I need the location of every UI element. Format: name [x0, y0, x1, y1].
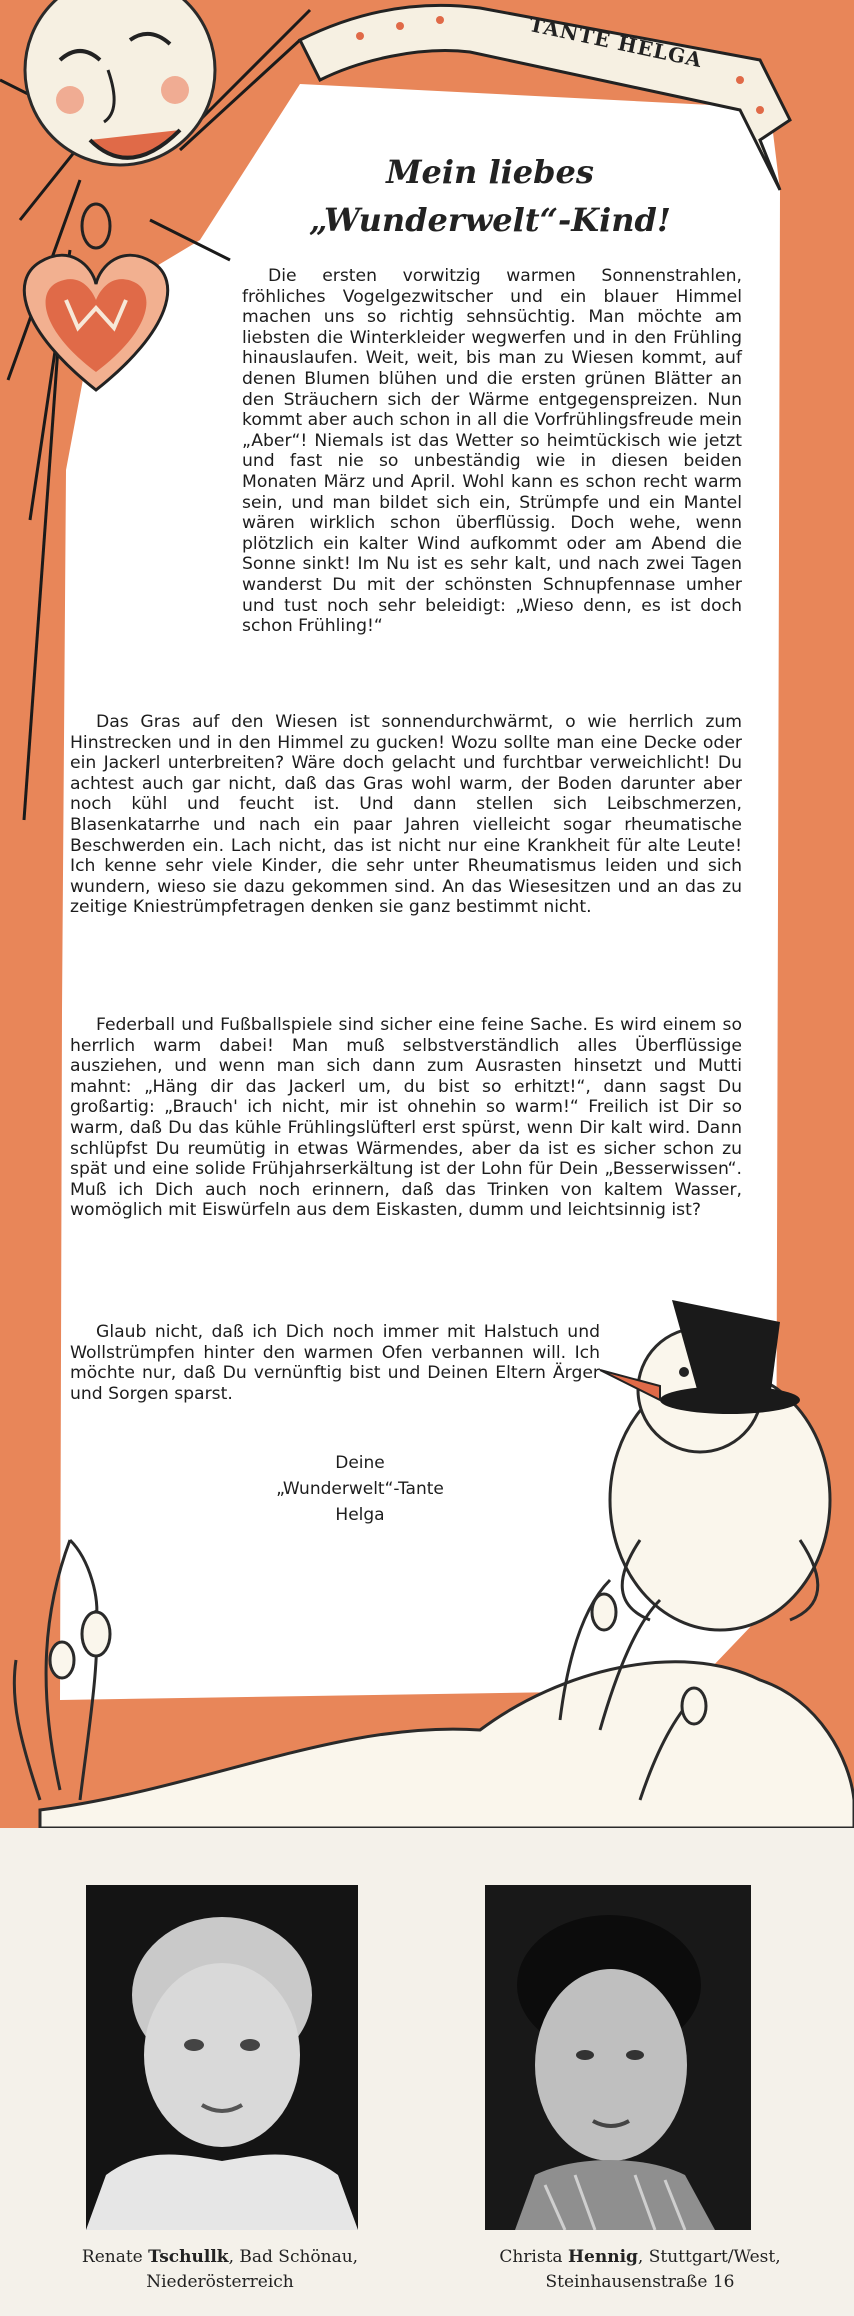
caption-christa [430, 2245, 850, 2295]
ribbon-label: TANTE HELGA [527, 12, 705, 73]
letter-signature [240, 1450, 480, 1528]
title-line-1: Mein liebes [386, 153, 594, 191]
paragraph-2: Das Gras auf den Wiesen ist sonnendurchwärmt, o wie herrlich zum Hinstrecken und in den Himmel zu gucken! Wozu sollte man eine Decke oder ein Jackerl unterbreiten? Wäre doch gelacht und furchtbar verweichlicht! Du achtest auch gar nicht, daß das Gras wohl warm, der Boden darunter aber noch kühl und feucht ist. Und dann stellen sich Leibschmerzen, Blasenkatarrhe und nach ein paar Jahren vielleicht sogar rheumatische Beschwerden ein. Lach nicht, das ist nicht nur eine Krankheit für alte Leute! Ich kenne sehr viele Kinder, die sehr unter Rheumatismus leiden und sich wundern, wieso sie dazu gekommen sind. An das Wiesesitzen und an das zu zeitige Kniestrümpfetragen denken sie ganz bestimmt nicht. [70, 712, 742, 918]
sun-illustration [25, 0, 215, 165]
title-line-2: „Wunderwelt“-Kind! [309, 201, 671, 239]
caption-first-name: Christa [499, 2247, 568, 2267]
caption-place: , Bad Schönau, [228, 2247, 359, 2267]
signature-line-2: „Wunderwelt“-Tante [276, 1479, 444, 1499]
caption-place: , Stuttgart/West, [637, 2247, 781, 2267]
signature-line-1: Deine [335, 1453, 385, 1473]
caption-renate [20, 2245, 420, 2295]
caption-line-2: Niederösterreich [146, 2272, 294, 2292]
caption-first-name: Renate [81, 2247, 149, 2267]
portrait-photo-renate [86, 1885, 358, 2230]
caption-last-name: Hennig [567, 2247, 638, 2267]
paragraph-4: Glaub nicht, daß ich Dich noch immer mit Halstuch und Wollstrümpfen hinter den warmen Ofen verbannen will. Ich möchte nur, daß Du vernünftig bist und Deinen Eltern Ärger und Sorgen sparst. [70, 1322, 600, 1404]
signature-line-3: Helga [335, 1505, 385, 1525]
paragraph-1: Die ersten vorwitzig warmen Sonnenstrahlen, fröhliches Vogelgezwitscher und ein blauer Himmel machen uns so richtig sehnsüchtig. Man möchte am liebsten die Winterkleider wegwerfen und in den Frühling hinauslaufen. Weit, weit, bis man zu Wiesen kommt, auf denen Blumen blühen und die ersten grünen Blätter an den Sträuchern sich der Wärme entgegenspreizen. Nun kommt aber auch schon in all die Vorfrühlingsfreude mein „Aber“! Niemals ist das Wetter so heimtückisch wie jetzt und fast nie so unbeständig wie in diesen beiden Monaten März und April. Wohl kann es schon recht warm sein, und man bildet sich ein, Strümpfe und ein Mantel wären wirklich schon überflüssig. Doch wehe, wenn plötzlich ein kalter Wind aufkommt oder am Abend die Sonne sinkt! Im Nu ist es sehr kalt, und nach zwei Tagen wanderst Du mit der schönsten Schnupfennase umher und tust noch sehr beleidigt: „Wieso denn, es ist doch schon Frühling!“ [242, 266, 742, 637]
letter-title [300, 148, 680, 244]
paragraph-3: Federball und Fußballspiele sind sicher eine feine Sache. Es wird einem so herrlich warm dabei! Man muß selbstverständlich alles Überflüssige ausziehen, und wenn man sich dann zum Ausrasten hinsetzt und Mutti mahnt: „Häng dir das Jackerl um, du bist so erhitzt!“, dann sagst Du großartig: „Brauch' ich nicht, mir ist ohnehin so warm!“ Freilich ist Dir so warm, daß Du das kühle Frühlingslüfterl erst spürst, wenn Dir kalt wird. Dann schlüpfst Du reumütig in etwas Wärmendes, aber da ist es sicher schon zu spät und eine solide Frühjahrserkältung ist der Lohn für Dein „Besserwissen“. Muß ich Dich auch noch erinnern, daß das Trinken von kaltem Wasser, womöglich mit Eiswürfeln aus dem Eiskasten, dumm und leichtsinnig ist? [70, 1015, 742, 1221]
portrait-photo-christa [485, 1885, 751, 2230]
caption-last-name: Tschullk [148, 2247, 229, 2267]
caption-line-2: Steinhausenstraße 16 [545, 2272, 735, 2292]
